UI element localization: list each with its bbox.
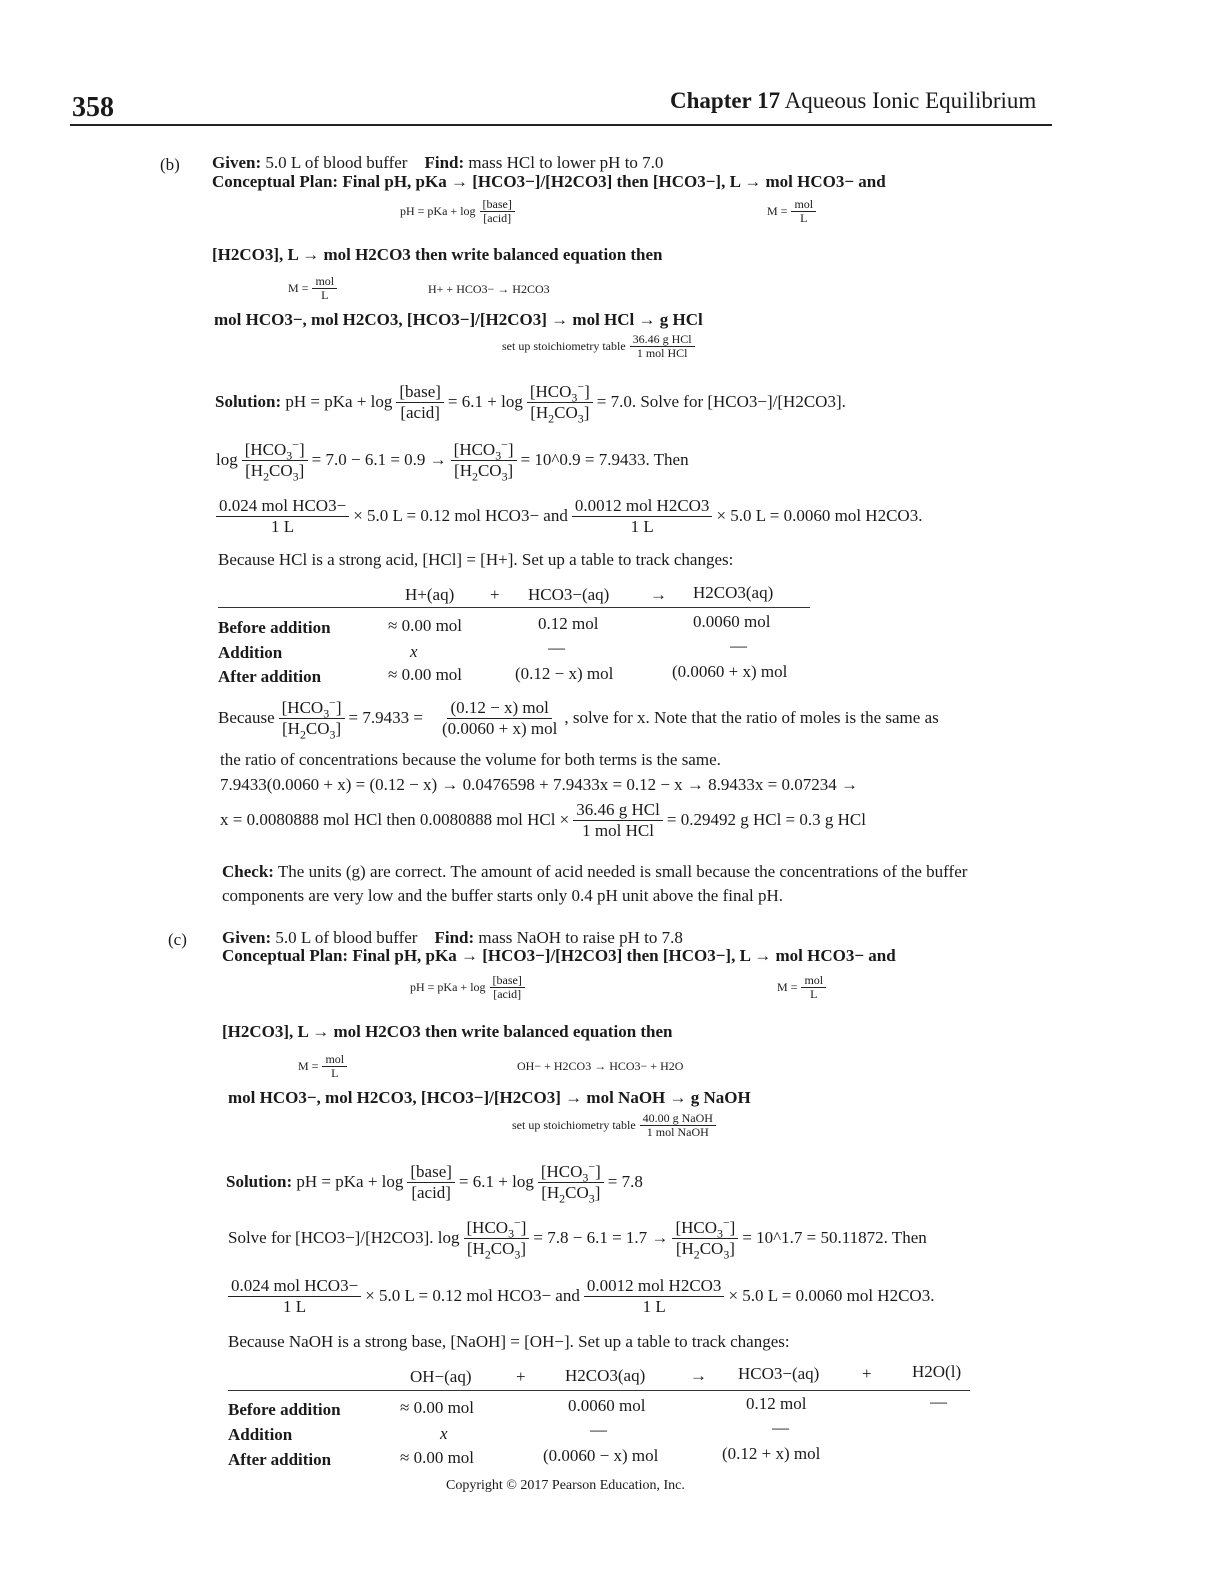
hcl-conversion <box>573 800 663 840</box>
find-label: Find: <box>424 153 465 172</box>
header-rule <box>70 124 1052 126</box>
carb-res: × 5.0 L = 0.0060 mol H2CO3. <box>716 506 923 526</box>
mol-per-l <box>791 198 816 225</box>
num: 0.024 mol HCO3− <box>228 1276 361 1297</box>
den: 1 L <box>630 516 654 536</box>
base-acid-fraction <box>407 1162 455 1202</box>
ratio-fraction <box>527 379 593 425</box>
base: [base] <box>480 198 515 212</box>
stoich-note: set up stoichiometry table <box>502 339 626 354</box>
part-b-hh-formula <box>400 198 519 225</box>
row-label: Addition <box>218 643 283 662</box>
solve-for: Solve for [HCO3−]/[H2CO3]. log <box>228 1228 460 1248</box>
ratio-eq: = 7.9433 = <box>348 708 423 728</box>
num: $[HCO_3^-]$ <box>279 698 345 719</box>
chapter-heading <box>670 88 1036 114</box>
cell: 0.0060 mol <box>568 1396 646 1415</box>
num: 0.024 mol HCO3− <box>216 496 349 517</box>
part-c-moles-line <box>228 1276 934 1316</box>
row-label: After addition <box>228 1450 332 1469</box>
part-b-moles-line <box>216 496 922 536</box>
tbl-head: → <box>650 585 667 604</box>
given-text: 5.0 L of blood buffer <box>275 928 418 947</box>
ratio-fraction <box>464 1215 530 1261</box>
acid: [acid] <box>483 211 512 226</box>
liter: L <box>800 211 808 226</box>
bicarb-fraction <box>216 496 349 536</box>
num: $[HCO_3^-]$ <box>538 1162 604 1183</box>
num: 36.46 g HCl <box>573 800 663 821</box>
cell: (0.0060 + x) mol <box>672 662 788 681</box>
hcl-conversion <box>630 333 695 360</box>
part-b-molarity-formula-2 <box>288 275 341 302</box>
conv-den: 1 mol HCl <box>636 346 688 361</box>
part-c-hh-formula <box>410 974 529 1001</box>
base: [base] <box>490 974 525 988</box>
carb-fraction <box>584 1276 725 1316</box>
tbl-head: H2CO3(aq) <box>565 1366 646 1385</box>
cell: — <box>930 1392 947 1411</box>
liter: L <box>810 987 818 1002</box>
m-label: M = <box>298 1059 319 1074</box>
ratio-fraction <box>279 695 345 741</box>
cell: 0.0060 mol <box>693 612 771 631</box>
part-b-check-1 <box>222 862 967 882</box>
acid: [acid] <box>411 1182 451 1202</box>
num: $[HCO_3^-]$ <box>242 440 308 461</box>
cell: ≈ 0.00 mol <box>388 616 463 635</box>
x-res: = 0.29492 g HCl = 0.3 g HCl <box>666 810 866 830</box>
mol: mol <box>801 974 826 988</box>
row-label: After addition <box>218 667 322 686</box>
sol-end: = 7.8 <box>607 1172 643 1192</box>
part-c-plan-line3: mol HCO3−, mol H2CO3, [HCO3−]/[H2CO3] → mol NaOH → g NaOH <box>228 1088 751 1107</box>
part-b-plan-line3: mol HCO3−, mol H2CO3, [HCO3−]/[H2CO3] → mol HCl → g HCl <box>214 310 703 329</box>
cell: x <box>410 642 418 661</box>
den: 1 L <box>642 1296 666 1316</box>
conv-den: 1 mol NaOH <box>646 1125 709 1140</box>
solution-label: Solution: <box>215 392 282 412</box>
num: (0.12 − x) mol <box>447 698 551 719</box>
sol-mid: = 6.1 + log <box>458 1172 534 1192</box>
conv-num: 40.00 g NaOH <box>640 1112 716 1126</box>
num: $[HCO_3^-]$ <box>527 382 593 403</box>
find-label: Find: <box>434 928 475 947</box>
copyright-footer: Copyright © 2017 Pearson Education, Inc. <box>446 1478 685 1493</box>
base-acid-fraction <box>490 974 525 1001</box>
chapter-title: Aqueous Ionic Equilibrium <box>784 88 1037 113</box>
mol: mol <box>322 1053 347 1067</box>
liter: L <box>331 1066 339 1081</box>
tbl-head: OH−(aq) <box>410 1367 472 1386</box>
part-c-label: (c) <box>168 930 187 949</box>
part-c-log-line <box>228 1215 927 1261</box>
bicarb-res: × 5.0 L = 0.12 mol HCO3− and <box>365 1286 580 1306</box>
den: $[H_2CO_3]$ <box>675 1238 735 1261</box>
part-c-conversion <box>512 1112 720 1139</box>
ratio-fraction <box>672 1215 738 1261</box>
ratio-tail: , solve for x. Note that the ratio of moles is the same as <box>564 708 939 728</box>
num: $[HCO_3^-]$ <box>464 1218 530 1239</box>
den: 1 L <box>271 516 295 536</box>
tbl-head: H2O(l) <box>912 1362 962 1381</box>
table-rule <box>228 1390 970 1391</box>
acid: [acid] <box>400 402 440 422</box>
tbl-head: + <box>516 1367 526 1386</box>
log-eq: = 7.0 − 6.1 = 0.9 → <box>311 450 447 470</box>
log-eq: = 7.8 − 6.1 = 1.7 → <box>533 1228 669 1248</box>
part-b-plan-line1: Conceptual Plan: Final pH, pKa → [HCO3−]/[H2CO3] then [HCO3−], L → mol HCO3− and <box>212 172 886 191</box>
den: 1 L <box>283 1296 307 1316</box>
den: $[H_2CO_3]$ <box>454 460 514 483</box>
den: (0.0060 + x) mol <box>441 718 558 738</box>
find-text: mass NaOH to raise pH to 7.8 <box>478 928 683 947</box>
conv-num: 36.46 g HCl <box>630 333 695 347</box>
part-b-log-line <box>216 437 689 483</box>
chapter-prefix: Chapter 17 <box>670 88 781 113</box>
m-label: M = <box>288 281 309 296</box>
carb-fraction <box>572 496 713 536</box>
check-text: The units (g) are correct. The amount of acid needed is small because the concentrations of the buffer <box>277 862 968 881</box>
base-acid-fraction <box>480 198 515 225</box>
part-b-reaction: H+ + HCO3− → H2CO3 <box>428 282 550 296</box>
cell: (0.0060 − x) mol <box>543 1446 659 1465</box>
m-label: M = <box>777 980 798 995</box>
tbl-head: H+(aq) <box>405 585 455 604</box>
cell: — <box>590 1420 607 1439</box>
row-label: Addition <box>228 1425 293 1444</box>
cell: — <box>730 636 747 655</box>
given-label: Given: <box>222 928 272 947</box>
ratio-fraction <box>242 437 308 483</box>
den: $[H_2CO_3]$ <box>282 718 342 741</box>
mole-ratio-fraction <box>439 698 560 738</box>
num: 0.0012 mol H2CO3 <box>584 1276 725 1297</box>
den: $[H_2CO_3]$ <box>530 402 590 425</box>
m-label: M = <box>767 204 788 219</box>
tbl-head: HCO3−(aq) <box>738 1364 820 1383</box>
because: Because <box>218 708 275 728</box>
liter: L <box>321 288 329 303</box>
den: $[H_2CO_3]$ <box>466 1238 527 1261</box>
hh-label: pH = pKa + log <box>285 392 393 412</box>
mol-per-l <box>322 1053 347 1080</box>
cell: ≈ 0.00 mol <box>400 1448 475 1467</box>
log-res: = 10^1.7 = 50.11872. Then <box>742 1228 927 1248</box>
num: $[HCO_3^-]$ <box>672 1218 738 1239</box>
carb-res: × 5.0 L = 0.0060 mol H2CO3. <box>728 1286 935 1306</box>
tbl-head: → <box>690 1366 707 1385</box>
mol: mol <box>791 198 816 212</box>
row-label: Before addition <box>218 618 331 637</box>
part-b-strong-acid: Because HCl is a strong acid, [HCl] = [H+]. Set up a table to track changes: <box>218 550 734 569</box>
mol-per-l <box>801 974 826 1001</box>
sol-mid: = 6.1 + log <box>447 392 523 412</box>
check-label: Check: <box>222 862 274 881</box>
cell: — <box>772 1418 789 1437</box>
x-line: x = 0.0080888 mol HCl then 0.0080888 mol HCl × <box>220 810 570 830</box>
log-res: = 10^0.9 = 7.9433. Then <box>520 450 689 470</box>
part-c-reaction: OH− + H2CO3 → HCO3− + H2O <box>517 1059 684 1073</box>
part-b-check-2: components are very low and the buffer starts only 0.4 pH unit above the final pH. <box>222 886 784 905</box>
bicarb-fraction <box>228 1276 361 1316</box>
tbl-head: + <box>490 585 500 604</box>
cell: ≈ 0.00 mol <box>400 1398 475 1417</box>
part-b-algebra: 7.9433(0.0060 + x) = (0.12 − x) → 0.0476598 + 7.9433x = 0.12 − x → 8.9433x = 0.07234 → <box>220 775 859 794</box>
cell: ≈ 0.00 mol <box>388 665 463 684</box>
mol-per-l <box>312 275 337 302</box>
part-c-molarity-formula <box>777 974 830 1001</box>
cell: 0.12 mol <box>538 614 599 633</box>
part-c-plan-line1: Conceptual Plan: Final pH, pKa → [HCO3−]/[H2CO3] then [HCO3−], L → mol HCO3− and <box>222 946 896 965</box>
ratio-fraction <box>538 1159 604 1205</box>
den: $[H_2CO_3]$ <box>541 1182 601 1205</box>
tbl-head: + <box>862 1364 872 1383</box>
base-acid-fraction <box>396 382 444 422</box>
part-b-molarity-formula <box>767 198 820 225</box>
tbl-head: H2CO3(aq) <box>693 583 774 602</box>
cell: — <box>548 638 565 657</box>
part-c-given <box>222 928 683 948</box>
part-b-given <box>212 153 663 173</box>
hh-label: pH = pKa + log <box>296 1172 404 1192</box>
stoich-note: set up stoichiometry table <box>512 1118 636 1133</box>
naoh-conversion <box>640 1112 716 1139</box>
part-c-strong-base: Because NaOH is a strong base, [NaOH] = [OH−]. Set up a table to track changes: <box>228 1332 790 1351</box>
part-c-molarity-formula-2 <box>298 1053 351 1080</box>
base: [base] <box>396 382 444 403</box>
table-rule <box>218 607 810 608</box>
row-label: Before addition <box>228 1400 341 1419</box>
part-b-x-line <box>220 800 866 840</box>
hh-label: pH = pKa + log <box>410 980 486 995</box>
part-b-ratio-line2: the ratio of concentrations because the volume for both terms is the same. <box>220 750 721 769</box>
part-c-plan-line2: [H2CO3], L → mol H2CO3 then write balanced equation then <box>222 1022 673 1041</box>
hh-label: pH = pKa + log <box>400 204 476 219</box>
log-text: log <box>216 450 238 470</box>
page-number: 358 <box>72 92 114 123</box>
part-b-conversion <box>502 333 699 360</box>
part-c-solution-line <box>226 1159 643 1205</box>
tbl-head: HCO3−(aq) <box>528 585 610 604</box>
part-b-because-line <box>218 695 939 741</box>
part-b-label: (b) <box>160 155 180 174</box>
num: $[HCO_3^-]$ <box>451 440 517 461</box>
cell: x <box>440 1424 448 1443</box>
base: [base] <box>407 1162 455 1183</box>
find-text: mass HCl to lower pH to 7.0 <box>468 153 664 172</box>
bicarb-res: × 5.0 L = 0.12 mol HCO3− and <box>353 506 568 526</box>
mol: mol <box>312 275 337 289</box>
cell: (0.12 − x) mol <box>515 664 614 683</box>
given-text: 5.0 L of blood buffer <box>265 153 408 172</box>
given-label: Given: <box>212 153 262 172</box>
cell: (0.12 + x) mol <box>722 1444 821 1463</box>
sol-end: = 7.0. Solve for [HCO3−]/[H2CO3]. <box>596 392 846 412</box>
solution-label: Solution: <box>226 1172 293 1192</box>
den: 1 mol HCl <box>582 820 654 840</box>
part-b-plan-line2: [H2CO3], L → mol H2CO3 then write balanced equation then <box>212 245 663 264</box>
acid: [acid] <box>493 987 522 1002</box>
num: 0.0012 mol H2CO3 <box>572 496 713 517</box>
ratio-fraction <box>451 437 517 483</box>
part-b-solution-line <box>215 379 846 425</box>
cell: 0.12 mol <box>746 1394 807 1413</box>
den: $[H_2CO_3]$ <box>245 460 305 483</box>
